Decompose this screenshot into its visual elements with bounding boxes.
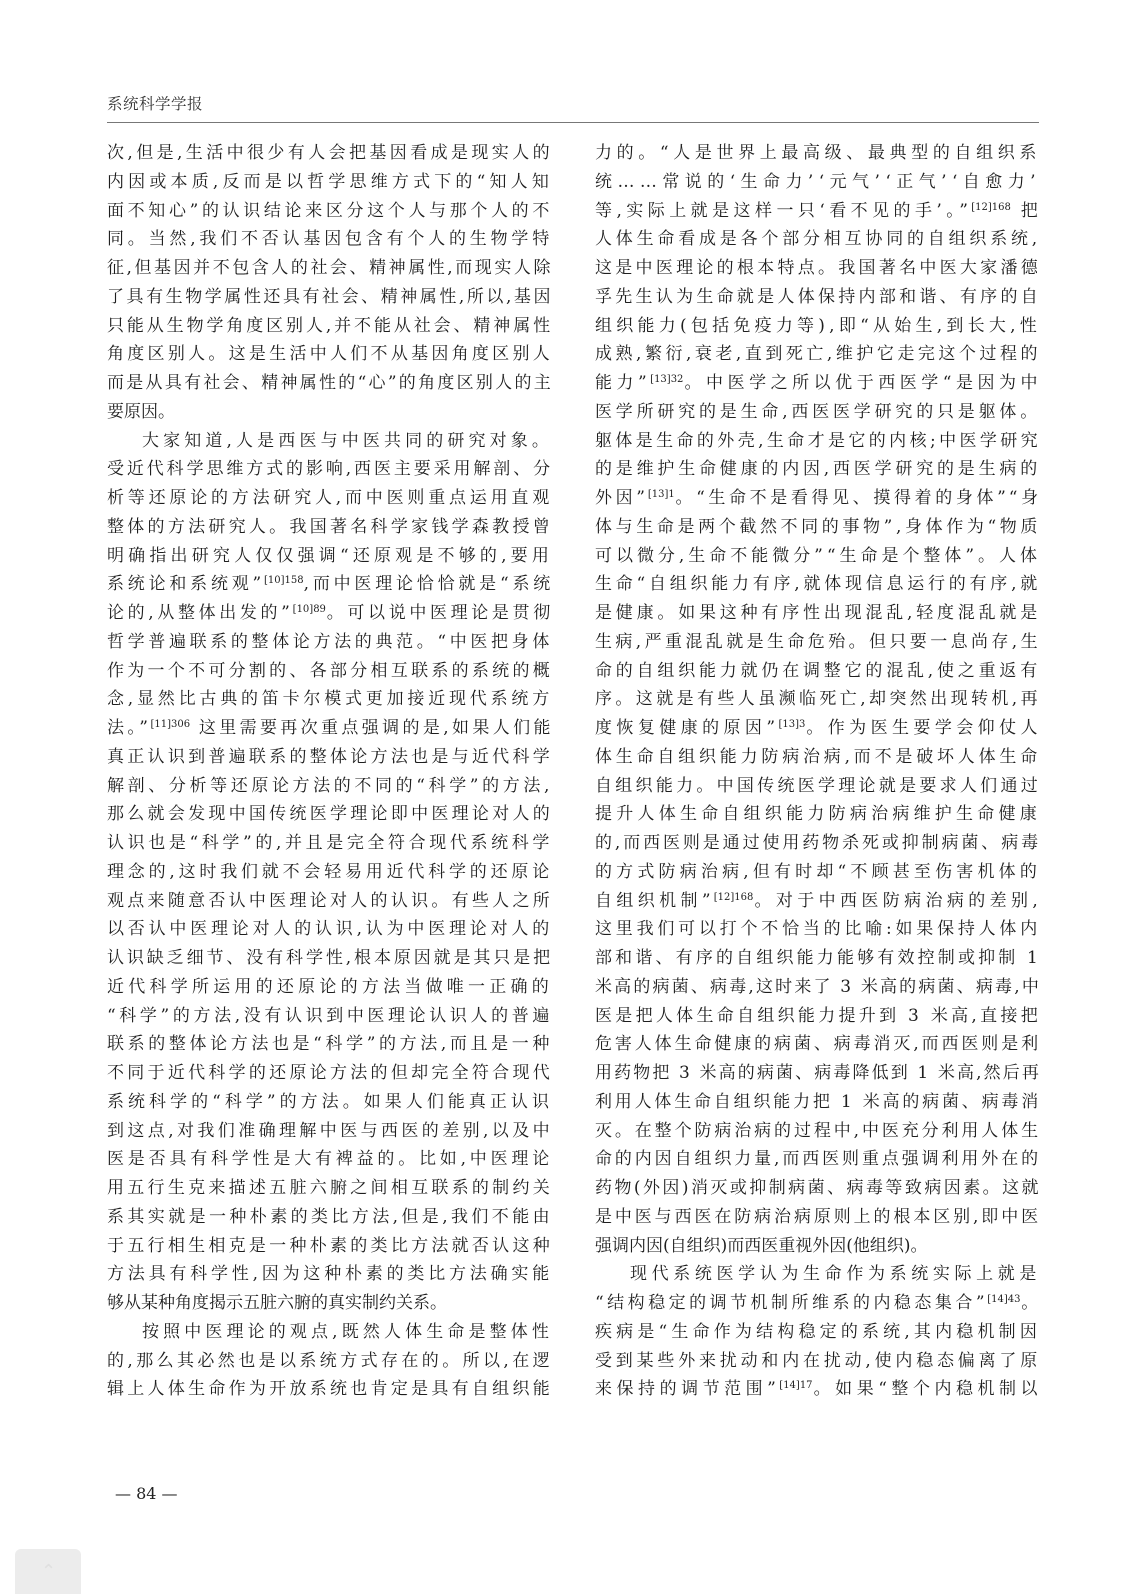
- citation-superscript: [14]17: [779, 1380, 813, 1392]
- text-line: [107, 139, 553, 168]
- text-line: [107, 542, 553, 571]
- line-text: 躯体是生命的外壳,生命才是它的内核;中医学研究: [595, 430, 1041, 451]
- line-text: 生命“自组织能力有序,就体现信息运行的有序,就: [595, 574, 1041, 595]
- line-text: 于五行相生相克是一种朴素的类比方法就否认这种: [107, 1235, 553, 1256]
- line-text: 体与生命是两个截然不同的事物”,身体作为“物质: [595, 516, 1041, 537]
- line-text: 这里我们可以打个不恰当的比喻:如果保持人体内: [595, 919, 1041, 940]
- text-line: [107, 1002, 553, 1031]
- text-line: [595, 1232, 1041, 1261]
- text-line: [107, 685, 553, 714]
- text-line: [107, 973, 553, 1002]
- line-text-continued: 。作为医生要学会仰仗人: [805, 718, 1041, 738]
- line-text: 不同于近代科学的还原论方法的但却完全符合现代: [107, 1063, 553, 1083]
- line-text: 灭。在整个防病治病的过程中,中医充分利用人体生: [595, 1120, 1041, 1141]
- text-line: [595, 657, 1041, 686]
- line-text: 的,那么其必然也是以系统方式存在的。所以,在逻: [107, 1350, 553, 1371]
- text-line: [107, 1289, 553, 1318]
- line-text: 了具有生物学属性还具有社会、精神属性,所以,基因: [107, 286, 553, 307]
- line-text: 力的。“人是世界上最高级、最典型的自组织系: [595, 143, 1041, 163]
- text-line: [595, 685, 1041, 714]
- line-text: 明确指出研究人仅仅强调“还原观是不够的,要用: [107, 545, 553, 566]
- line-text: 解剖、分析等还原论方法的不同的“科学”的方法,: [107, 775, 553, 796]
- text-line: [595, 944, 1041, 973]
- text-line: [595, 398, 1041, 427]
- text-line: [107, 915, 553, 944]
- text-line: [595, 570, 1041, 599]
- line-text: 命的自组织能力就仍在调整它的混乱,使之重返有: [595, 660, 1041, 681]
- text-line: [107, 254, 553, 283]
- line-text: 统……常说的‘生命力’‘元气’‘正气’‘自愈力’: [595, 171, 1041, 192]
- line-text: 到这点,对我们准确理解中医与西医的差别,以及中: [107, 1120, 553, 1141]
- line-text: 成熟,繁衍,衰老,直到死亡,维护它走完这个过程的: [595, 344, 1041, 365]
- viewer-corner-widget[interactable]: [15, 1549, 81, 1594]
- citation-superscript: [13]3: [778, 719, 806, 730]
- text-line: [107, 599, 553, 628]
- text-line: [595, 168, 1041, 197]
- text-line: [595, 743, 1041, 772]
- text-line: [595, 829, 1041, 858]
- text-line: [595, 369, 1041, 398]
- text-line: [107, 829, 553, 858]
- scroll-icon: ⌃: [41, 1561, 57, 1582]
- text-line: [107, 628, 553, 657]
- line-text-continued: 这里需要再次重点强调的是,如果人们能: [190, 718, 553, 738]
- text-line: [595, 1347, 1041, 1376]
- line-text: 是中医与西医在防病治病原则上的根本区别,即中医: [595, 1206, 1041, 1227]
- text-line: [107, 887, 553, 916]
- line-text: 要原因。: [107, 401, 175, 422]
- text-line: [107, 1059, 553, 1088]
- line-text: 只能从生物学角度区别人,并不能从社会、精神属性: [107, 315, 553, 336]
- text-line: [595, 513, 1041, 542]
- line-text: 辑上人体生命作为开放系统也肯定是具有自组织能: [107, 1379, 553, 1400]
- text-line: [595, 283, 1041, 312]
- text-line: [595, 973, 1041, 1002]
- citation-superscript: [13]1: [647, 489, 675, 500]
- line-text-continued: ,而中医理论恰恰就是“系统: [303, 574, 553, 595]
- line-text: 命的内因自组织力量,而西医则重点强调利用外在的: [595, 1149, 1041, 1170]
- line-text: 按照中医理论的观点,既然人体生命是整体性: [142, 1321, 553, 1342]
- line-text: 可以微分,生命不能微分”“生命是个整体”。人体: [595, 545, 1041, 566]
- line-text-continued: 。如果“整个内稳机制以: [812, 1379, 1041, 1400]
- text-line: [107, 1117, 553, 1146]
- line-text: 部和谐、有序的自组织能力能够有效控制或抑制 1: [595, 948, 1041, 968]
- line-text: 危害人体生命健康的病菌、病毒消灭,而西医则是利: [595, 1034, 1041, 1055]
- line-text-continued: 。可以说中医理论是贯彻: [325, 603, 553, 623]
- text-line: [107, 944, 553, 973]
- line-text: 角度区别人。这是生活中人们不从基因角度区别人: [107, 344, 553, 365]
- text-line: [107, 455, 553, 484]
- text-line: [107, 657, 553, 686]
- text-line: [107, 225, 553, 254]
- text-line: [595, 599, 1041, 628]
- text-line: [107, 1347, 553, 1376]
- text-line: [595, 484, 1041, 513]
- citation-superscript: [14]43: [987, 1294, 1021, 1305]
- line-text: 认识缺乏细节、没有科学性,根本原因就是其只是把: [107, 948, 553, 968]
- right-text-column: [595, 139, 1041, 1404]
- text-line: [107, 513, 553, 542]
- line-text: 现代系统医学认为生命作为系统实际上就是: [630, 1264, 1041, 1285]
- line-text: 组织能力(包括免疫力等),即“从始生,到长大,性: [595, 315, 1041, 336]
- line-text: 序。这就是有些人虽濒临死亡,却突然出现转机,再: [595, 689, 1041, 710]
- page-number: — 84 —: [115, 1484, 178, 1503]
- text-line: [107, 197, 553, 226]
- line-text: 哲学普遍联系的整体论方法的典范。“中医把身体: [107, 631, 553, 652]
- citation-superscript: [10]89: [292, 604, 326, 615]
- line-text: 论的,从整体出发的”: [107, 603, 293, 623]
- line-text: 那么就会发现中国传统医学理论即中医理论对人的: [107, 804, 553, 825]
- text-line: [107, 1203, 553, 1232]
- text-line: [107, 743, 553, 772]
- line-text: 体生命自组织能力防病治病,而不是破坏人体生命: [595, 746, 1041, 767]
- text-line: [107, 168, 553, 197]
- text-line: [107, 772, 553, 801]
- running-head-journal-title: 系统科学学报: [107, 95, 204, 113]
- text-line: [595, 139, 1041, 168]
- text-line: [595, 254, 1041, 283]
- line-text: 近代科学所运用的还原论的方法当做唯一正确的: [107, 976, 553, 997]
- text-line: [107, 570, 553, 599]
- text-line: [107, 1260, 553, 1289]
- line-text: 观点来随意否认中医理论对人的认识。有些人之所: [107, 890, 553, 911]
- text-line: [595, 197, 1041, 226]
- citation-superscript: [10]158: [264, 575, 304, 587]
- line-text-continued: 。“生命不是看得见、摸得着的身体”“身: [674, 488, 1041, 508]
- line-text: 度恢复健康的原因”: [595, 718, 779, 738]
- text-line: [595, 915, 1041, 944]
- line-text: 医是否具有科学性是大有裨益的。比如,中医理论: [107, 1149, 553, 1170]
- citation-superscript: [13]32: [650, 374, 684, 385]
- text-line: [595, 887, 1041, 916]
- line-text: 以否认中医理论对人的认识,认为中医理论对人的: [107, 919, 553, 940]
- text-line: [107, 714, 553, 743]
- text-line: [595, 1289, 1041, 1318]
- text-line: [107, 1145, 553, 1174]
- line-text: 认识也是“科学”的,并且是完全符合现代系统科学: [107, 833, 553, 853]
- text-line: [107, 312, 553, 341]
- text-line: [595, 772, 1041, 801]
- text-line: [595, 225, 1041, 254]
- line-text: 征,但基因并不包含人的社会、精神属性,而现实人除: [107, 258, 553, 278]
- text-line: [107, 1174, 553, 1203]
- line-text: 生病,严重混乱就是生命危殆。但只要一息尚存,生: [595, 631, 1041, 652]
- text-line: [595, 1203, 1041, 1232]
- line-text: “科学”的方法,没有认识到中医理论认识人的普遍: [107, 1005, 553, 1026]
- text-line: [107, 369, 553, 398]
- line-text: 等,实际上就是这样一只‘看不见的手’。”: [595, 200, 972, 221]
- line-text: 药物(外因)消灭或抑制病菌、病毒等致病因素。这就: [595, 1178, 1041, 1198]
- line-text: 系统科学的“科学”的方法。如果人们能真正认识: [107, 1091, 553, 1112]
- text-line: [107, 340, 553, 369]
- text-line: [595, 1002, 1041, 1031]
- text-line: [595, 455, 1041, 484]
- text-line: [107, 1030, 553, 1059]
- text-line: [595, 714, 1041, 743]
- text-line: [595, 312, 1041, 341]
- citation-superscript: [11]306: [150, 719, 191, 730]
- line-text-continued: 。对于中西医防病治病的差别,: [753, 890, 1041, 911]
- line-text: 受近代科学思维方式的影响,西医主要采用解剖、分: [107, 459, 553, 480]
- line-text: 面不知心”的认识结论来区分这个人与那个人的不: [107, 200, 553, 221]
- text-line: [107, 800, 553, 829]
- text-line: [595, 1059, 1041, 1088]
- line-text: “结构稳定的调节机制所维系的内稳态集合”: [595, 1293, 988, 1313]
- citation-superscript: [12]168: [713, 891, 754, 903]
- text-line: [595, 800, 1041, 829]
- text-line: [595, 1145, 1041, 1174]
- line-text: 自组织能力。中国传统医学理论就是要求人们通过: [595, 775, 1041, 796]
- line-text: 法。”: [107, 718, 151, 738]
- line-text: 析等还原论的方法研究人,而中医则重点运用直观: [107, 488, 553, 508]
- line-text: 利用人体生命自组织能力把 1 米高的病菌、病毒消: [595, 1091, 1041, 1112]
- text-line: [595, 542, 1041, 571]
- line-text: 系其实就是一种朴素的类比方法,但是,我们不能由: [107, 1206, 553, 1227]
- text-line: [595, 1260, 1041, 1289]
- line-text: 疾病是“生命作为结构稳定的系统,其内稳机制因: [595, 1321, 1041, 1342]
- line-text: 提升人体生命自组织能力防病治病维护生命健康: [595, 804, 1041, 825]
- line-text: 内因或本质,反而是以哲学思维方式下的“知人知: [107, 171, 553, 192]
- text-line: [595, 1088, 1041, 1117]
- text-line: [595, 858, 1041, 887]
- line-text: 真正认识到普遍联系的整体论方法也是与近代科学: [107, 746, 553, 767]
- line-text: 够从某种角度揭示五脏六腑的真实制约关系。: [107, 1293, 447, 1313]
- text-line: [595, 1375, 1041, 1404]
- line-text: 系统论和系统观”: [107, 574, 265, 595]
- text-line: [107, 1318, 553, 1347]
- line-text-continued: 。: [1020, 1293, 1041, 1313]
- line-text: 的是维护生命健康的内因,西医学研究的是生病的: [595, 459, 1041, 480]
- text-line: [107, 1232, 553, 1261]
- line-text: 同。当然,我们不否认基因包含有个人的生物学特: [107, 229, 553, 250]
- line-text: 的,而西医则是通过使用药物杀死或抑制病菌、病毒: [595, 833, 1041, 853]
- line-text: 方法具有科学性,因为这种朴素的类比方法确实能: [107, 1264, 553, 1285]
- line-text: 大家知道,人是西医与中医共同的研究对象。: [142, 430, 553, 451]
- text-line: [595, 1318, 1041, 1347]
- text-line: [595, 1030, 1041, 1059]
- line-text: 联系的整体论方法也是“科学”的方法,而且是一种: [107, 1034, 553, 1055]
- text-line: [595, 427, 1041, 456]
- line-text: 而是从具有社会、精神属性的“心”的角度区别人的主: [107, 373, 553, 393]
- text-line: [107, 858, 553, 887]
- line-text: 用药物把 3 米高的病菌、病毒降低到 1 米高,然后再: [595, 1063, 1041, 1083]
- line-text: 理念的,这时我们就不会轻易用近代科学的还原论: [107, 861, 553, 882]
- line-text: 是健康。如果这种有序性出现混乱,轻度混乱就是: [595, 603, 1041, 623]
- line-text: 念,显然比古典的笛卡尔模式更加接近现代系统方: [107, 689, 553, 710]
- line-text-continued: 把: [1010, 200, 1041, 221]
- citation-superscript: [12]168: [971, 201, 1011, 213]
- line-text: 这是中医理论的根本特点。我国著名中医大家潘德: [595, 258, 1041, 278]
- line-text: 作为一个不可分割的、各部分相互联系的系统的概: [107, 660, 553, 681]
- line-text: 来保持的调节范围”: [595, 1379, 780, 1400]
- line-text: 受到某些外来扰动和内在扰动,使内稳态偏离了原: [595, 1350, 1041, 1371]
- text-line: [595, 1174, 1041, 1203]
- line-text: 整体的方法研究人。我国著名科学家钱学森教授曾: [107, 516, 553, 537]
- line-text: 医学所研究的是生命,西医医学研究的只是躯体。: [595, 401, 1041, 422]
- header-rule: [107, 122, 1039, 123]
- line-text: 的方式防病治病,但有时却“不顾甚至伤害机体的: [595, 861, 1041, 882]
- line-text: 人体生命看成是各个部分相互协同的自组织系统,: [595, 229, 1041, 250]
- line-text: 能力”: [595, 373, 651, 393]
- line-text: 外因”: [595, 488, 648, 508]
- line-text: 次,但是,生活中很少有人会把基因看成是现实人的: [107, 143, 553, 163]
- line-text-continued: 。中医学之所以优于西医学“是因为中: [683, 373, 1041, 393]
- left-text-column: [107, 139, 553, 1404]
- line-text: 米高的病菌、病毒,这时来了 3 米高的病菌、病毒,中: [595, 976, 1041, 997]
- text-line: [107, 398, 553, 427]
- text-line: [107, 427, 553, 456]
- text-line: [595, 340, 1041, 369]
- line-text: 医是把人体生命自组织能力提升到 3 米高,直接把: [595, 1005, 1041, 1026]
- line-text: 用五行生克来描述五脏六腑之间相互联系的制约关: [107, 1178, 553, 1198]
- line-text: 强调内因(自组织)而西医重视外因(他组织)。: [595, 1235, 928, 1256]
- line-text: 自组织机制”: [595, 890, 714, 911]
- text-line: [595, 628, 1041, 657]
- text-line: [107, 1375, 553, 1404]
- text-line: [107, 283, 553, 312]
- text-line: [595, 1117, 1041, 1146]
- text-line: [107, 1088, 553, 1117]
- line-text: 孚先生认为生命就是人体保持内部和谐、有序的自: [595, 286, 1041, 307]
- text-line: [107, 484, 553, 513]
